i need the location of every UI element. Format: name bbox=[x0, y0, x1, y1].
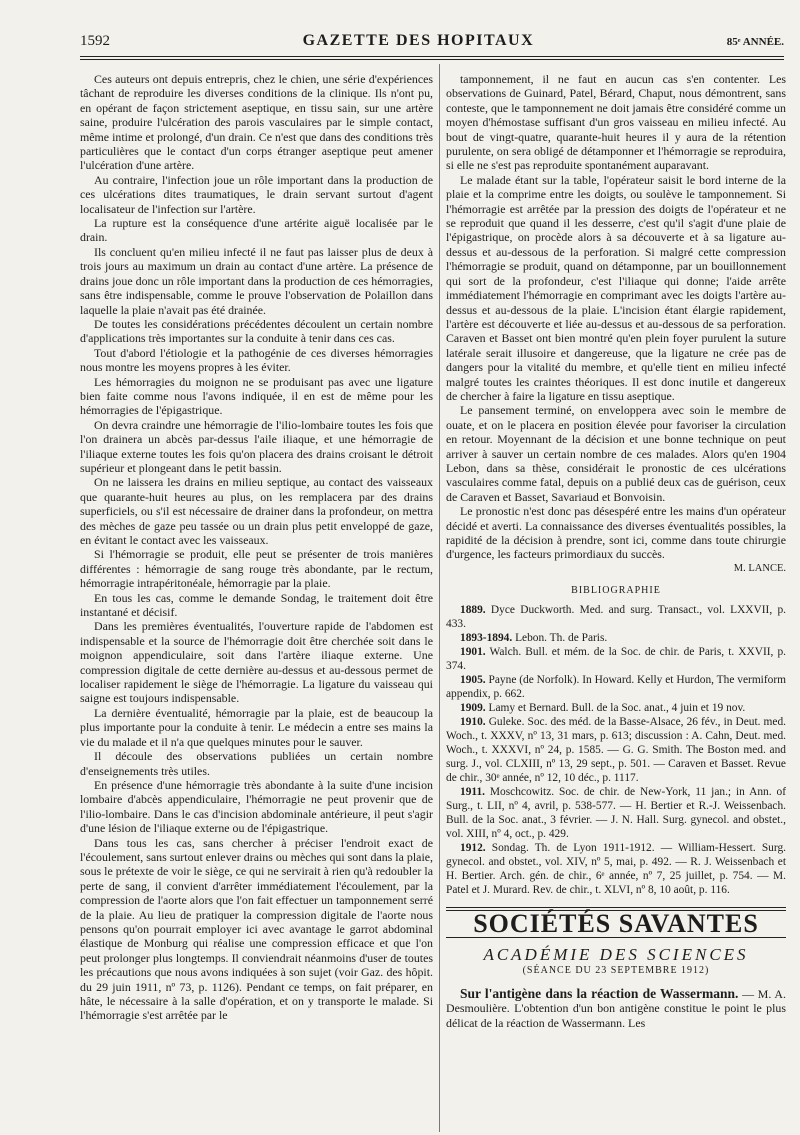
paragraph: Il découle des observations publiées un certain nombre d'enseignements très utiles. bbox=[80, 749, 433, 778]
paragraph: Les hémorragies du moignon ne se produisant pas avec une ligature bien faite comme nous l'avons indiquée, il en est de même pour les hémorragies de l'épigastrique. bbox=[80, 374, 433, 418]
paragraph: Si l'hémorragie se produit, elle peut se présenter de trois manières différentes : hémorragie de sang rouge très abondante, par le rectum, hémorragie intrapéritonéale, hémorragie par la plaie. bbox=[80, 547, 433, 591]
bibliography-year: 1893-1894. bbox=[460, 631, 513, 644]
paragraph: Dans les premières éventualités, l'ouverture rapide de l'abdomen est indispensable et la source de l'hémorragie doit être cherchée soit dans le moignon appendiculaire, soit dans l'artère iliaque externe. Une compression digitale de cette dernière au-dessus et au-dessous permet de localiser rapidement le siège de l'hémorragie. La ligature du vaisseau qui saigne est toujours indispensable. bbox=[80, 619, 433, 706]
paragraph: De toutes les considérations précédentes découlent un certain nombre d'applications très importantes sur la conduite à tenir dans ces cas. bbox=[80, 316, 433, 346]
bibliography-entry bbox=[446, 841, 786, 897]
bibliography-year: 1910. bbox=[460, 715, 486, 728]
bibliography-entry bbox=[446, 645, 786, 673]
bibliography-entry bbox=[446, 701, 786, 715]
paragraph: Tout d'abord l'étiologie et la pathogénie de ces diverses hémorragies nous montre les moyens propres à les éviter. bbox=[80, 345, 433, 375]
bibliography-text: Lamy et Bernard. Bull. de la Soc. anat., 4 juin et 19 nov. bbox=[488, 701, 746, 714]
paragraph: Ces auteurs ont depuis entrepris, chez le chien, une série d'expériences tâchant de reproduire les diverses conditions de la clinique. Ils n'ont pu, en opérant de façon strictement aseptique, en tissu sain, sur une artère saine, produire l'ulcération des parois vasculaires par le simple contact, même intime et prolongé, d'un drain. Ce n'est que dans des conditions très particulières que le contact d'un corps étranger aseptique peut amener l'ulcération d'une artère. bbox=[80, 72, 433, 173]
column-divider bbox=[439, 64, 440, 1132]
section-title: SOCIÉTÉS SAVANTES bbox=[473, 908, 759, 938]
journal-title: GAZETTE DES HOPITAUX bbox=[302, 32, 535, 49]
paragraph: Ils concluent qu'en milieu infecté il ne faut pas laisser plus de deux à trois jours au maximum un drain au contact d'une artère. La présence de drains joue donc un rôle important dans la production de ces hémorragies, sans être indispensable, comme le prouve l'observation de Polaillon dans laquelle la plaie n'avait pas été drainée. bbox=[80, 244, 433, 317]
bibliography-entry bbox=[446, 785, 786, 841]
paragraph: On devra craindre une hémorragie de l'ilio-lombaire toutes les fois que l'on drainera un abcès par-dessus l'aile iliaque, et une hémorragie de l'iliaque externe toutes les fois qu'on placera des drains croisant le détroit supérieur et plongeant dans le petit bassin. bbox=[80, 417, 433, 475]
paragraph: Le pronostic n'est donc pas désespéré entre les mains d'un opérateur décidé et averti. La connaissance des diverses éventualités possibles, la rapidité de la décision à prendre, sont ici, comme dans toute chirurgie d'urgence, les facteurs primordiaux du succès. bbox=[446, 504, 786, 562]
bibliography-text: Dyce Duckworth. Med. and surg. Transact., vol. LXXVII, p. 433. bbox=[446, 603, 786, 630]
bibliography-title: BIBLIOGRAPHIE bbox=[571, 585, 661, 597]
paragraph: Le malade étant sur la table, l'opérateur saisit le bord interne de la plaie et la comprime entre les doigts, ou soulève le tamponnement. Si l'hémorragie est arrêtée par la pression des doigts de l'opérateur et ne se reproduit que quand il les desserre, c'est qu'il s'agit d'une plaie de l'épigastrique, on procède alors à sa découverte et à sa ligature au-dessus et au-dessous de la perforation. Si malgré cette compression l'hémorragie se produit, quand on détamponne, par un bouillonnement qui sort de la profondeur, c'est l'iliaque qui donne; l'aide arrête immédiatement l'hémorragie en comprimant avec les doigts l'artère au-dessus et au-dessous de la plaie. L'incision étant élargie rapidement, l'artère est découverte et liée au-dessus et au-dessous de sa perforation. Caraven et Basset ont bien montré qu'en plein foyer purulent la suture latérale serait illusoire et dangereuse, que la ligature ne crée pas de dangers pour la vitalité du membre, et qu'elle tient en milieu infecté malgré toutes les craintes théoriques. Il est donc inutile et dangereux de chercher à faire la ligature en tissu aseptique. bbox=[446, 172, 786, 403]
bibliography-year: 1911. bbox=[460, 785, 485, 798]
article-text: — M. A. Desmoulière. L'obtention d'un bon antigène constitue le point le plus délicat de la réaction de Wassermann. Les bbox=[446, 986, 786, 1030]
bibliography-year: 1912. bbox=[460, 841, 486, 854]
session-date: (SÉANCE DU 23 SEPTEMBRE 1912) bbox=[522, 965, 710, 977]
paragraph: Le pansement terminé, on enveloppera avec soin le membre de ouate, et on le placera en position élevée pour favoriser la circulation en retour. Moyennant de la décision et une bonne technique on peut arriver à sauver un certain nombre de ces malades. Alors qu'en 1904 Lebon, dans sa thèse, considérait le pronostic de ces ulcérations vasculaires comme fatal, depuis on a publié deux cas de guérison, ceux de Caraven et Basset, Savariaud et Bonvoisin. bbox=[446, 403, 786, 504]
bibliography-text: Guleke. Soc. des méd. de la Basse-Alsace, 26 fév., in Deut. med. Woch., t. XXXV, nº 13, 31 mars, p. 613; discussion : A. Cahn, Deut. med. Woch., t. XXXVI, nº 24, p. 1585. — G. G. Smith. The Boston med. and surg. J., vol. CLXIII, nº 13, 29 sept., p. 501. — Caraven et Basset. Revue de chir., 30ᵉ année, nº 12, 10 déc., p. 1117. bbox=[446, 715, 786, 784]
section-rule bbox=[446, 907, 786, 908]
header-rule-double bbox=[80, 59, 784, 60]
paragraph: En présence d'une hémorragie très abondante à la suite d'une incision lombaire d'abcès appendiculaire, l'hémorragie ne peut provenir que de l'ilio-lombaire. Dans le cas d'incision abdominale antérieure, il peut s'agir d'une lésion de l'iliaque externe ou de l'épigastrique. bbox=[80, 777, 433, 836]
paragraph: On ne laissera les drains en milieu septique, au contact des vaisseaux que quarante-huit heures au plus, on les remplacera par des drains superficiels, ou s'il est nécessaire de drainer dans la profondeur, on mettra des mèches de gaze peu tassée ou un drain plus petit enveloppé de gaze, en évitant le contact avec les vaisseaux. bbox=[80, 475, 433, 547]
academy-heading: ACADÉMIE DES SCIENCES bbox=[483, 945, 749, 965]
bibliography-entry bbox=[446, 673, 786, 701]
bibliography-year: 1901. bbox=[460, 645, 486, 658]
bibliography-text: Lebon. Th. de Paris. bbox=[515, 631, 608, 644]
bibliography-text: Moschcowitz. Soc. de chir. de New-York, 11 jan.; in Ann. of Surg., t. LII, nº 4, avril, p. 538-577. — H. Bertier et R.-J. Weissenbach. Bull. de la Soc. anat., 3 février. — J. N. Hall. Surg. gynecol. and obstet., vol. XIII, nº 4, oct., p. 429. bbox=[446, 785, 786, 840]
bibliography-text: Walch. Bull. et mém. de la Soc. de chir. de Paris, t. XXVII, p. 374. bbox=[446, 645, 786, 672]
volume-year: 85ᵉ ANNÉE. bbox=[726, 36, 784, 48]
bibliography-list bbox=[446, 603, 786, 897]
bibliography-entry bbox=[446, 715, 786, 785]
bibliography-year: 1909. bbox=[460, 701, 486, 714]
right-column bbox=[446, 72, 786, 1132]
page-header bbox=[80, 32, 784, 56]
author-signature: M. LANCE. bbox=[733, 562, 786, 574]
bibliography-year: 1905. bbox=[460, 673, 486, 686]
page-number: 1592 bbox=[80, 33, 110, 49]
paragraph: La dernière éventualité, hémorragie par la plaie, est de beaucoup la plus importante pour la conduite à tenir. Le médecin a entre ses mains la vie du malade et il n'a que quelques minutes pour le sauver. bbox=[80, 705, 433, 749]
bibliography-text: Payne (de Norfolk). In Howard. Kelly et Hurdon, The vermiform appendix, p. 662. bbox=[446, 673, 786, 700]
article-title: Sur l'antigène dans la réaction de Wassermann. bbox=[460, 985, 739, 1001]
paragraph: Au contraire, l'infection joue un rôle important dans la production de ces ulcérations dites traumatiques, le drain servant surtout d'agent localisateur de l'infection sur l'artère. bbox=[80, 172, 433, 216]
header-rule bbox=[80, 56, 784, 57]
left-column bbox=[80, 72, 433, 1132]
bibliography-text: Sondag. Th. de Lyon 1911-1912. — William-Hessert. Surg. gynecol. and obstet., vol. XIV, nº 5, mai, p. 492. — R. J. Weissenbach et H. Bertier. Arch. gén. de chir., 6ᵉ année, nº 7, 25 juillet, p. 754. — M. Patel et J. Murard. Rev. de chir., t. XLVI, nº 8, 10 août, p. 116. bbox=[446, 841, 786, 896]
paragraph: Dans tous les cas, sans chercher à préciser l'endroit exact de l'écoulement, sans surtout enlever drains ou mèches qui sont dans la plaie, sous le prétexte de voir le siège, ce qui ne servirait à rien qu'à redoubler la perte de sang, il convient d'arrêter immédiatement l'écoulement, par la compression de l'aorte alors que l'on fait effectuer un tamponnement serré de la plaie. Au lieu de pratiquer la compression digitale de l'aorte nous pensons qu'on pourrait employer ici avec avantage le garrot abdominal élastique de Monburg qui réalise une compression efficace et que l'on peut prolonger plus longtemps. Il conviendrait néanmoins d'user de toutes les précautions que nous avons indiquées à son sujet (voir Gaz. des hôpit. du 29 juin 1911, nº 73, p. 1126). Pendant ce temps, on fait préparer, en hâte, le nécessaire à la salle d'opération, et on y transporte le malade. Si l'hémorragie s'est arrêtée par le bbox=[80, 835, 433, 1023]
paragraph: En tous les cas, comme le demande Sondag, le traitement doit être instantané et décisif. bbox=[80, 590, 433, 620]
bibliography-entry bbox=[446, 631, 786, 645]
paragraph: tamponnement, il ne faut en aucun cas s'en contenter. Les observations de Guinard, Patel, Bérard, Chaput, nous démontrent, sans conteste, que le tamponnement ne doit jamais être considéré comme un moyen d'hémostase suffisant d'un gros vaisseau en milieu infecté. Au bout de vingt-quatre, quarante-huit heures il y aura de la rétention purulente, on sera obligé de détamponner et l'hémorragie se reproduira, si elle ne s'est pas reproduite spontanément auparavant. bbox=[446, 72, 786, 173]
paragraph: La rupture est la conséquence d'une artérite aiguë localisée par le drain. bbox=[80, 216, 433, 245]
bibliography-year: 1889. bbox=[460, 603, 486, 616]
bibliography-entry bbox=[446, 603, 786, 631]
article-lead bbox=[446, 987, 786, 1030]
